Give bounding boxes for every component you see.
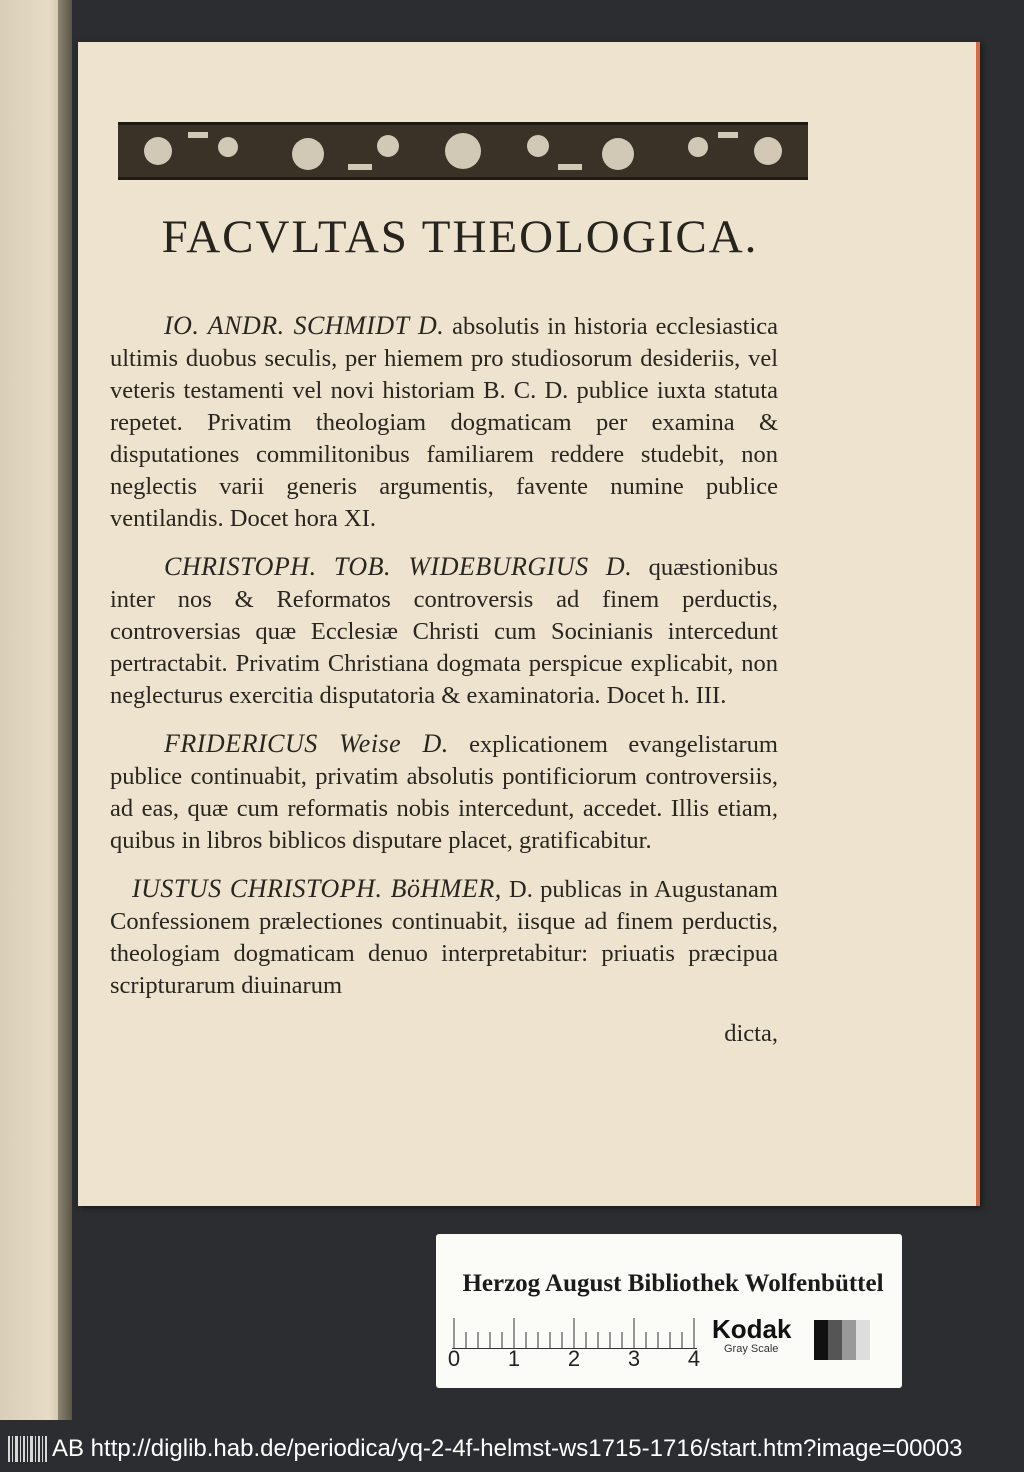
ruler-label: 0 <box>447 1346 461 1371</box>
library-name: Herzog August Bibliothek Wolfenbüttel <box>462 1270 884 1297</box>
professor-name: IO. ANDR. SCHMIDT D. <box>164 311 445 340</box>
scale-ruler <box>452 1318 697 1349</box>
professor-name: FRIDERICUS Weise D. <box>164 729 449 758</box>
decorative-header-ornament <box>118 102 808 200</box>
paragraph-body: absolutis in historia ecclesiastica ultimis duobus seculis, per hiemem pro studiosorum desideriis, vel veteris testamenti vel novi historiam B. C. D. publice iuxta statuta repetet. Privatim theologiam dogmaticam per examina & disputationes commilitonibus familiarem reddere studebit, non neglectis varii generis argumentis, favente numine publice ventilandis. Docet hora XI. <box>110 313 779 532</box>
page-title: FACVLTAS THEOLOGICA. <box>161 211 759 263</box>
catchword: dicta, <box>724 1020 778 1047</box>
footer-url: AB http://diglib.hab.de/periodica/yq-2-4f-helmst-ws1715-1716/start.htm?image=00003 <box>52 1435 963 1462</box>
ruler-label: 4 <box>687 1346 701 1371</box>
paragraph-body: D. publicas in Augustanam Confessionem prælectiones continuabit, iisque ad finem perductis, theologiam dogmaticam denuo interpretabitur: priuatis præcipua scripturarum diuinarum <box>110 876 778 999</box>
barcode-icon <box>8 1436 48 1462</box>
paragraph-body: explicationem evangelistarum publice continuabit, privatim absolutis pontificiorum controversiis, ad eas, quæ cum reformatis nobis intercedunt, accedet. Illis etiam, quibus in libros biblicos disputare placet, gratificabitur. <box>110 731 778 854</box>
paragraph-weise <box>110 728 778 857</box>
paragraph-boehmer <box>110 873 778 1002</box>
ruler-label: 3 <box>627 1346 641 1371</box>
faculty-text <box>110 310 778 1050</box>
gray-scale-patches <box>814 1320 870 1360</box>
ruler-label: 1 <box>507 1346 521 1371</box>
book-spine-edge <box>58 0 72 1420</box>
paragraph-schmidt <box>110 310 778 535</box>
kodak-logo: Kodak <box>712 1314 792 1344</box>
professor-name: IUSTUS CHRISTOPH. BöHMER, <box>132 874 502 903</box>
gray-scale-label: Gray Scale <box>724 1343 779 1355</box>
paragraph-wideburgius <box>110 551 778 712</box>
ruler-label: 2 <box>567 1346 581 1371</box>
paragraph-body: quæstionibus inter nos & Reformatos controversis ad finem perductis, controversias quæ Ecclesiæ Christi cum Socinianis intercedunt pertractabit. Privatim Christiana dogmata perspicue explicabit, non neglecturus exercitia disputatoria & examinatoria. Docet h. III. <box>110 554 778 709</box>
professor-name: CHRISTOPH. TOB. WIDEBURGIUS D. <box>164 552 633 581</box>
